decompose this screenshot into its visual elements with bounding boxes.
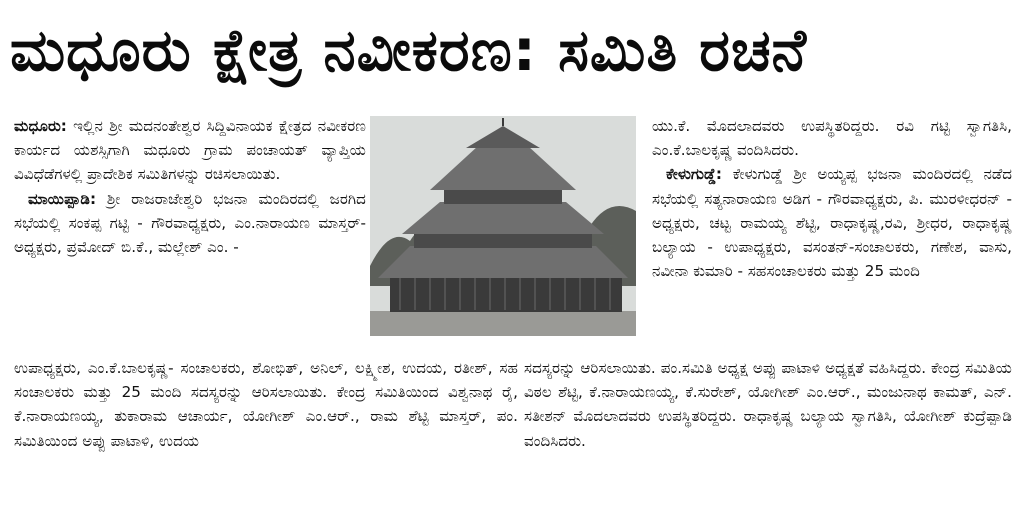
text-kelugudde-a: ಕೇಳುಗುಡ್ಡೆ ಶ್ರೀ ಅಯ್ಯಪ್ಪ ಭಜನಾ ಮಂದಿರದಲ್ಲಿ ನಡೆದ ಸಭೆಯಲ್ಲಿ ಸತ್ಯನಾರಾಯಣ ಅಡಿಗ - ಗೌರವಾಧ್ಯಕ್ಷರು, ಪಿ. ಮುರಳೀಧರನ್ - ಅಧ್ಯಕ್ಷರು, ಚಟ್ಟ ರಾಮಯ್ಯ ಶೆಟ್ಟಿ, ರಾಧಾಕೃಷ್ಣ,ರವಿ, ಶ್ರೀಧರ, ರಾಧಾಕೃಷ್ಣ ಬಲ್ಯಾಯ - ಉಪಾಧ್ಯಕ್ಷರು, ವಸಂತನ್-ಸಂಚಾಲಕರು, ಗಣೇಶ, ವಾಸು, ನವೀನಾ ಕುಮಾರಿ - ಸಹಸಂಚಾಲಕರು ಮತ್ತು 25 ಮಂದಿ (652, 165, 1013, 281)
right-column (652, 114, 1012, 283)
paragraph-mayippady-cont (14, 356, 518, 453)
text-mayippady-b: ಉಪಾಧ್ಯಕ್ಷರು, ಎಂ.ಕೆ.ಬಾಲಕೃಷ್ಣ- ಸಂಚಾಲಕರು, ಶೋಭಿತ್, ಅನಿಲ್, ಲಕ್ಷ್ಮೀಶ, ಉದಯ, ರತೀಶ್, ಸಹ ಸಂಚಾಲಕರು ಮತ್ತು 25 ಮಂದಿ ಸದಸ್ಯರನ್ನು ಆರಿಸಲಾಯಿತು. ಕೇಂದ್ರ ಸಮಿತಿಯಿಂದ ವಿಶ್ವನಾಥ ರೈ, ಕೆ.ನಾರಾಯಣಯ್ಯ, ತುಕಾರಾಮ ಆಚಾರ್ಯ, ಯೋಗೀಶ್ ಎಂ.ಆರ್., ರಾಮ ಶೆಟ್ಟಿ ಮಾಸ್ತರ್, ಪಂ. ಸಮಿತಿಯಿಂದ ಅಪ್ಪು ಪಾಟಾಳಿ, ಉದಯ (14, 359, 518, 450)
text-kelugudde-b: ಸದಸ್ಯರನ್ನು ಆರಿಸಲಾಯಿತು. ಪಂ.ಸಮಿತಿ ಅಧ್ಯಕ್ಷ ಅಪ್ಪು ಪಾಟಾಳಿ ಅಧ್ಯಕ್ಷತೆ ವಹಿಸಿದ್ದರು. ಕೇಂದ್ರ ಸಮಿತಿಯ ವಿಠಲ ಶೆಟ್ಟಿ, ಕೆ.ನಾರಾಯಣಯ್ಯ, ಕೆ.ಸುರೇಶ್, ಯೋಗೀಶ್ ಎಂ.ಆರ್., ಮಂಜುನಾಥ ಕಾಮತ್, ಎನ್. ಸತೀಶನ್ ಮೊದಲಾದವರು ಉಪಸ್ಥಿತರಿದ್ದರು. ರಾಧಾಕೃಷ್ಣ ಬಲ್ಯಾಯ ಸ್ವಾಗತಿಸಿ, ಯೋಗೀಶ್ ಕುದ್ರೆಪ್ಪಾಡಿ ವಂದಿಸಿದರು. (524, 359, 1012, 450)
paragraph-kelugudde-cont (524, 356, 1012, 453)
headline: ಮಧೂರು ಕ್ಷೇತ್ರ ನವೀಕರಣ: ಸಮಿತಿ ರಚನೆ (10, 16, 808, 84)
mid-bottom-column (524, 356, 1012, 453)
text-mayippady-a: ಶ್ರೀ ರಾಜರಾಜೇಶ್ವರಿ ಭಜನಾ ಮಂದಿರದಲ್ಲಿ ಜರಗಿದ ಸಭೆಯಲ್ಲಿ ಸಂಕಪ್ಪ ಗಟ್ಟಿ - ಗೌರವಾಧ್ಯಕ್ಷರು, ಎಂ.ನಾರಾಯಣ ಮಾಸ್ತರ್- ಅಧ್ಯಕ್ಷರು, ಪ್ರಮೋದ್ ಬಿ.ಕೆ., ಮಲ್ಲೇಶ್ ಎಂ. - (14, 189, 366, 257)
dateline-madhuru: ಮಧೂರು: (14, 117, 67, 135)
paragraph-madhuru (14, 114, 366, 187)
text-madhuru: ಇಲ್ಲಿನ ಶ್ರೀ ಮದನಂತೇಶ್ವರ ಸಿದ್ದಿವಿನಾಯಕ ಕ್ಷೇತ್ರದ ನವೀಕರಣ ಕಾರ್ಯದ ಯಶಸ್ಸಿಗಾಗಿ ಮಧೂರು ಗ್ರಾಮ ಪಂಚಾಯತ್ ವ್ಯಾಪ್ತಿಯ ವಿವಿಧೆಡೆಗಳಲ್ಲಿ ಪ್ರಾದೇಶಿಕ ಸಮಿತಿಗಳನ್ನು ರಚಿಸಲಾಯಿತು. (14, 117, 367, 184)
paragraph-mayippady (14, 187, 366, 260)
left-column (14, 114, 366, 259)
paragraph-kelugudde (652, 162, 1012, 283)
left-bottom-column (14, 356, 518, 453)
text-right-cont: ಯು.ಕೆ. ಮೊದಲಾದವರು ಉಪಸ್ಥಿತರಿದ್ದರು. ರವಿ ಗಟ್ಟಿ ಸ್ವಾಗತಿಸಿ, ಎಂ.ಕೆ.ಬಾಲಕೃಷ್ಣ ವಂದಿಸಿದರು. (652, 117, 1012, 160)
temple-photo (370, 116, 636, 336)
temple-illustration (370, 116, 636, 336)
dateline-kelugudde: ಕೇಳುಗುಡ್ಡೆ: (666, 165, 723, 184)
dateline-mayippady: ಮಾಯಿಪ್ಪಾಡಿ: (28, 189, 97, 208)
paragraph-right-cont (652, 114, 1012, 162)
